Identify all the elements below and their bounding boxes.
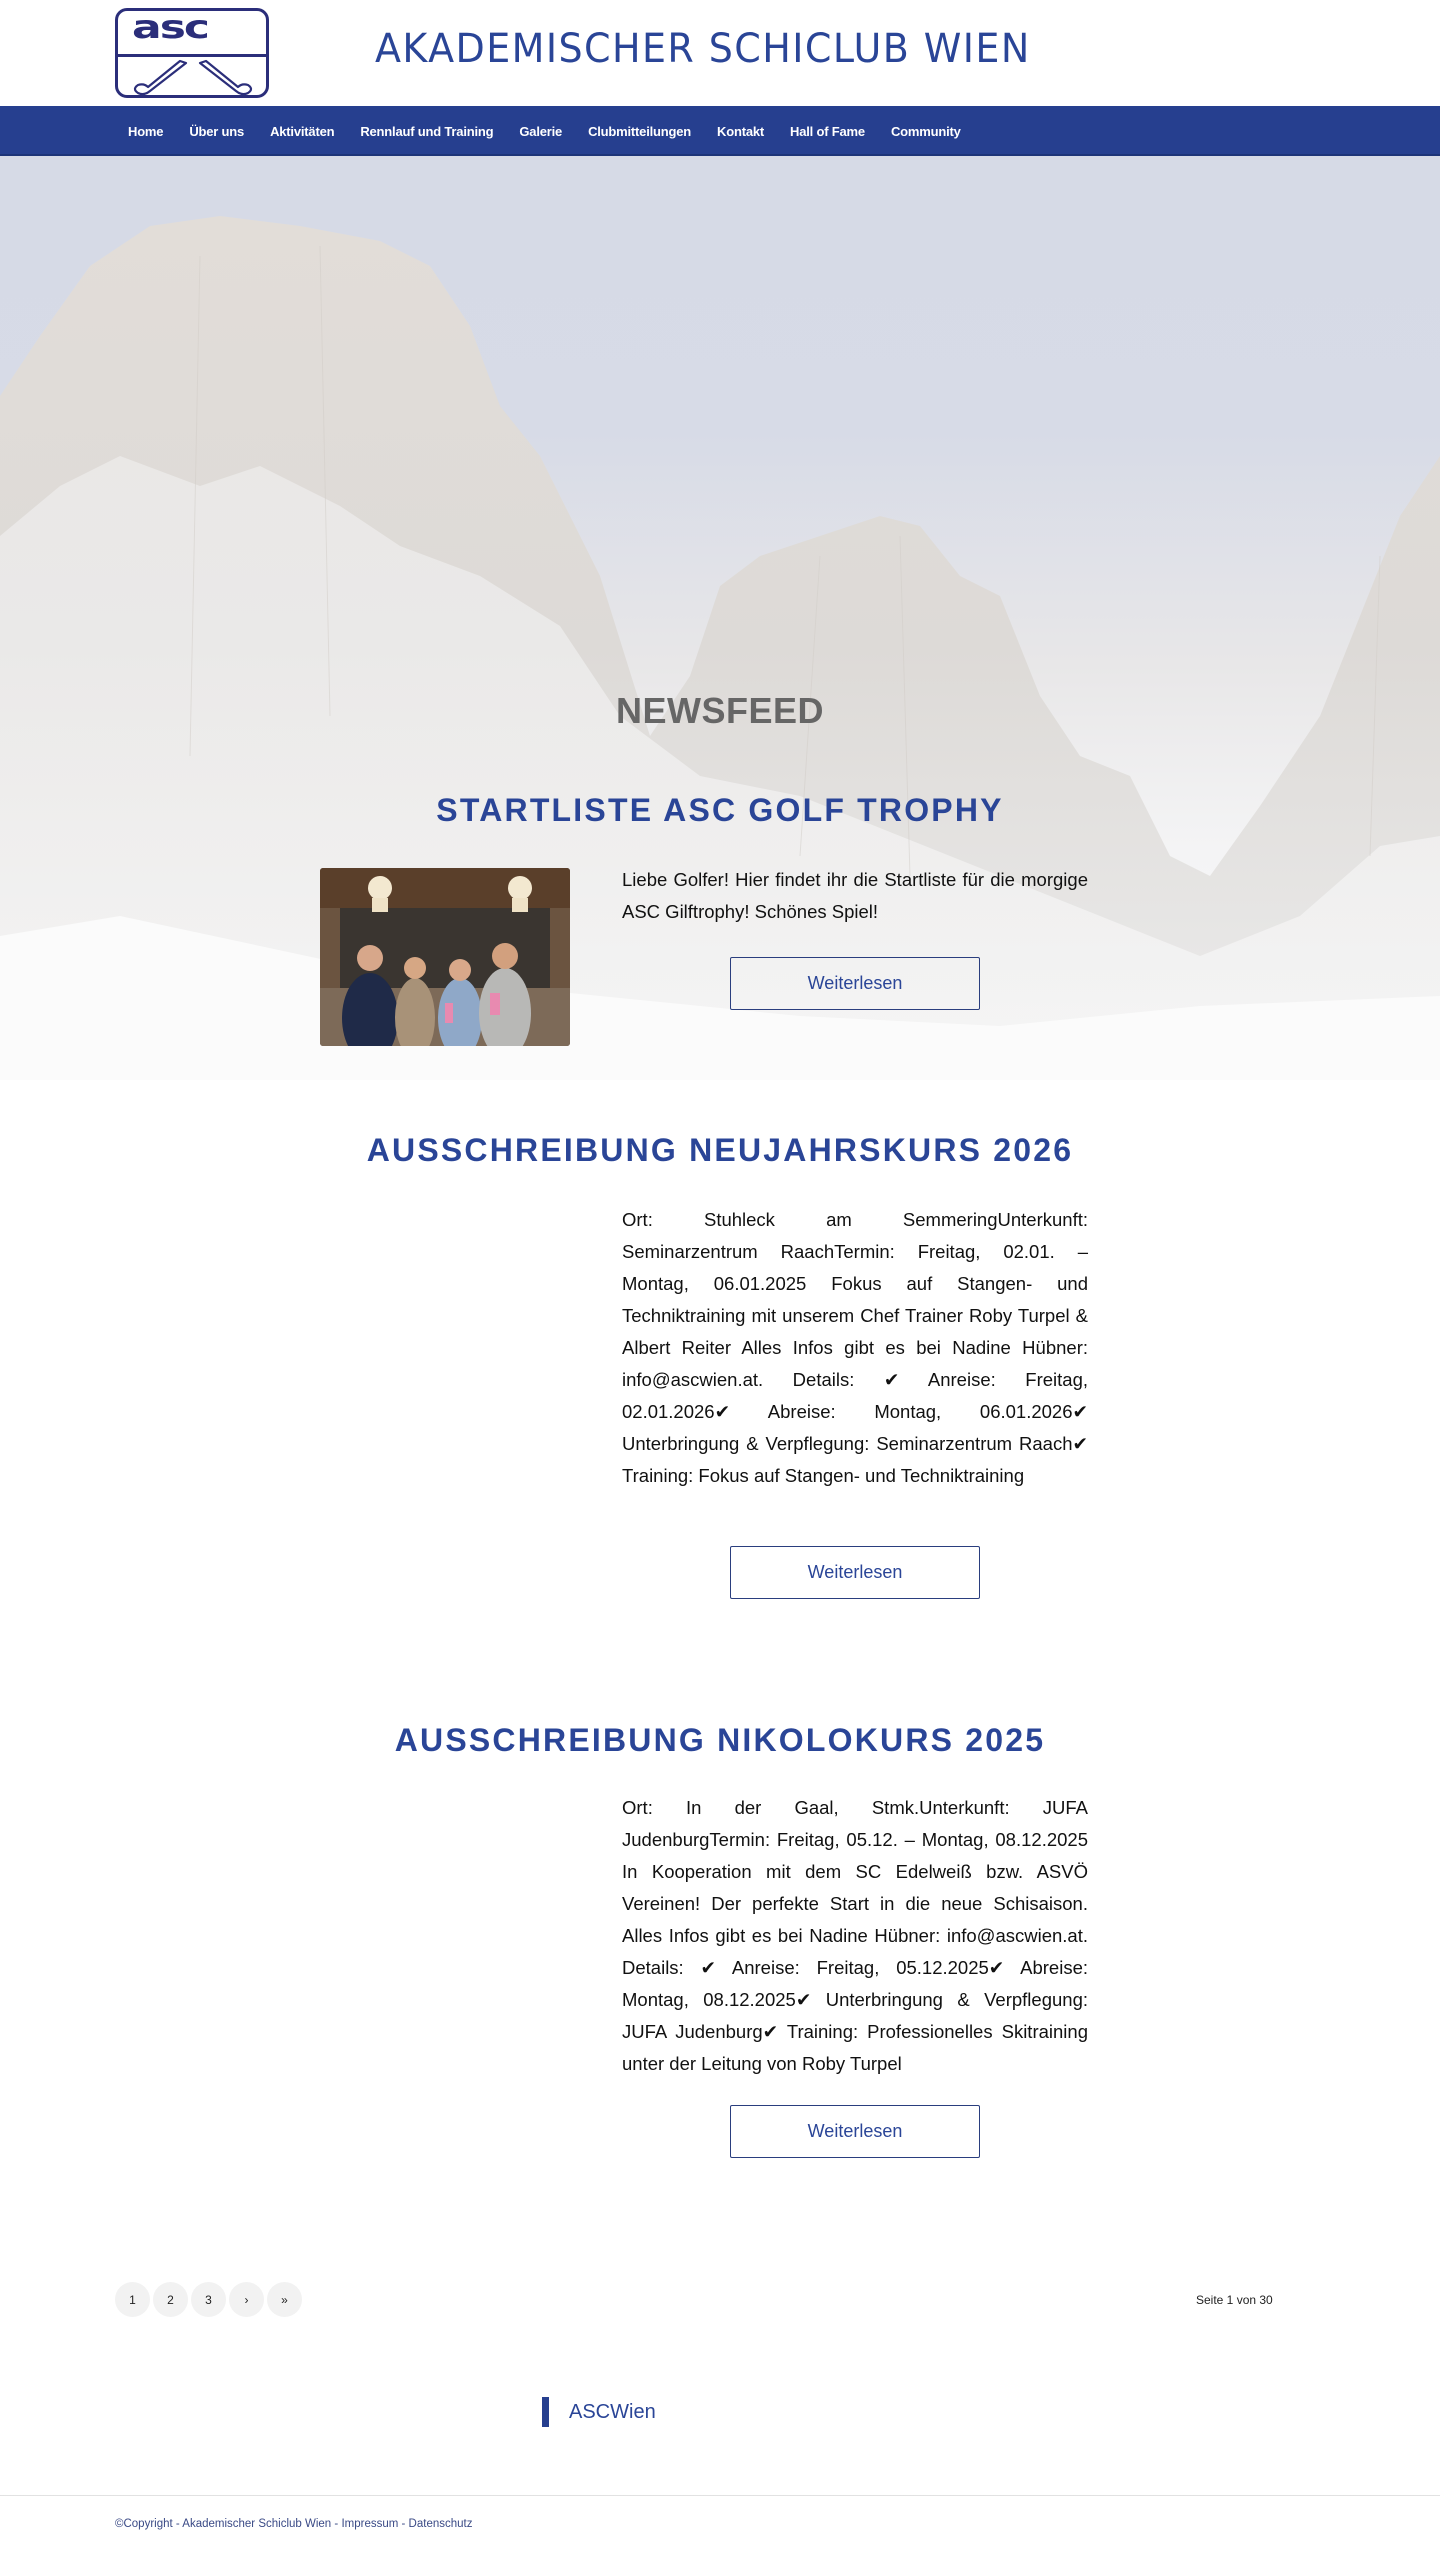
copyright-text: ©Copyright - Akademischer Schiclub Wien: [115, 2518, 332, 2530]
nav-item-home[interactable]: Home: [128, 123, 164, 139]
accent-bar: [542, 2397, 549, 2427]
last-page-button[interactable]: »: [267, 2282, 302, 2317]
post-excerpt: Liebe Golfer! Hier findet ihr die Startliste für die morgige ASC Gilftrophy! Schönes Spiel!: [622, 869, 1088, 922]
newsfeed-title: NEWSFEED: [615, 690, 824, 731]
footer-divider: [0, 2495, 1440, 2496]
main-nav: [0, 106, 1440, 156]
read-more-button[interactable]: Weiterlesen: [730, 1546, 980, 1599]
nav-item-clubmitteilungen[interactable]: Clubmitteilungen: [588, 123, 692, 139]
datenschutz-link[interactable]: Datenschutz: [408, 2518, 473, 2530]
page-1-button[interactable]: 1: [115, 2282, 150, 2317]
post-excerpt: Ort: Stuhleck am SemmeringUnterkunft: Seminarzentrum RaachTermin: Freitag, 02.01. – Montag, 06.01.2025 Fokus auf Stangen- und Techniktraining mit unserem Chef Trainer Roby Turpel & Albert Reiter Alles Infos gibt es bei Nadine Hübner: info@ascwien.at. Details: ✔ Anreise: Freitag, 02.01.2026✔ Abreise: Montag, 06.01.2026✔ Unterbringung & Verpflegung: Seminarzentrum Raach✔ Training: Fokus auf Stangen- und Techniktraining: [622, 1209, 1088, 1486]
nav-item-aktivitaeten[interactable]: Aktivitäten: [270, 123, 335, 139]
crossed-skis-icon: [118, 57, 269, 98]
site-title: AKADEMISCHER SCHICLUB WIEN: [375, 26, 1031, 72]
site-footer: [115, 2518, 472, 2530]
next-page-button[interactable]: ›: [229, 2282, 264, 2317]
page-2-button[interactable]: 2: [153, 2282, 188, 2317]
social-widget: [542, 2396, 656, 2428]
logo-text: asc: [132, 9, 208, 46]
footer-separator: -: [331, 2518, 342, 2530]
nav-item-ueber-uns[interactable]: Über uns: [189, 123, 245, 139]
impressum-link[interactable]: Impressum: [341, 2518, 399, 2530]
read-more-button[interactable]: Weiterlesen: [730, 957, 980, 1010]
page-info: Seite 1 von 30: [1196, 2293, 1273, 2307]
hero-mountain-background: [0, 156, 1440, 1080]
read-more-button[interactable]: Weiterlesen: [730, 2105, 980, 2158]
nav-item-community[interactable]: Community: [890, 123, 961, 139]
post-title[interactable]: AUSSCHREIBUNG NEUJAHRSKURS 2026: [366, 1132, 1074, 1168]
nav-item-galerie[interactable]: Galerie: [519, 123, 563, 139]
post-thumbnail[interactable]: [320, 868, 570, 1046]
nav-item-rennlauf-training[interactable]: Rennlauf und Training: [360, 123, 494, 139]
nav-item-kontakt[interactable]: Kontakt: [717, 123, 765, 139]
group-photo-image: [320, 868, 570, 1046]
site-header: [0, 0, 1440, 106]
post-title[interactable]: STARTLISTE ASC GOLF TROPHY: [436, 792, 1004, 828]
post-excerpt: Ort: In der Gaal, Stmk.Unterkunft: JUFA JudenburgTermin: Freitag, 05.12. – Montag, 08.12.2025 In Kooperation mit dem SC Edelweiß bzw. ASVÖ Vereinen! Der perfekte Start in die neue Schisaison. Alles Infos gibt es bei Nadine Hübner: info@ascwien.at. Details: ✔ Anreise: Freitag, 05.12.2025✔ Abreise: Montag, 08.12.2025✔ Unterbringung & Verpflegung: JUFA Judenburg✔ Training: Professionelles Skitraining unter der Leitung von Roby Turpel: [622, 1797, 1088, 2074]
social-link-ascwien[interactable]: ASCWien: [569, 2400, 656, 2423]
nav-item-hall-of-fame[interactable]: Hall of Fame: [790, 123, 865, 139]
footer-separator: -: [398, 2518, 409, 2530]
pagination: [115, 2282, 302, 2317]
post-title[interactable]: AUSSCHREIBUNG NIKOLOKURS 2025: [394, 1722, 1046, 1758]
asc-logo[interactable]: [115, 8, 269, 98]
mountain-illustration: [0, 156, 1440, 1080]
page-3-button[interactable]: 3: [191, 2282, 226, 2317]
logo-top-panel: [118, 11, 266, 57]
